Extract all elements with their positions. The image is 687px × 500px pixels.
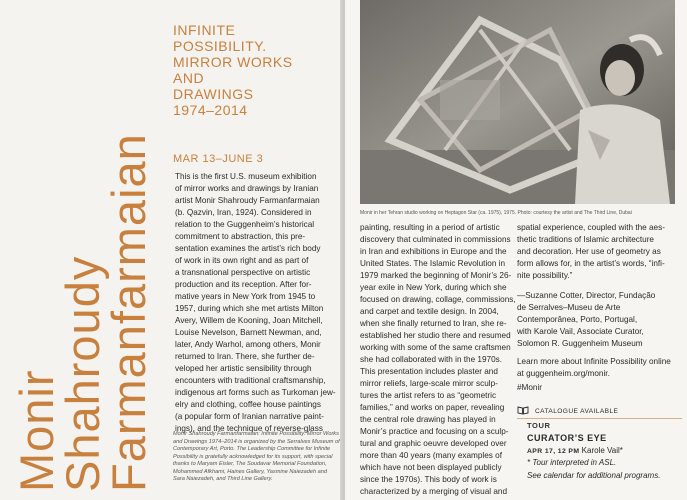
middle-body-text xyxy=(345,222,516,498)
left-body-line: indigenous art forms such as Turkoman jew- xyxy=(175,388,336,397)
tour-block xyxy=(527,421,682,481)
middle-body-line: since the 1970s). This body of work is xyxy=(360,475,497,484)
left-body-line: commitment to abstraction, this pre- xyxy=(175,232,306,241)
credits-line: and Drawings 1974–2014 is organized by the Serralves Museum of xyxy=(173,438,340,445)
credits-line: thanks to Maryam Eisler, The Soudavar Memorial Foundation, xyxy=(173,461,327,467)
middle-body-line: more than 40 years (many examples of xyxy=(360,451,502,460)
left-body-line: This is the first U.S. museum exhibition xyxy=(175,172,317,181)
artist-studio-photo xyxy=(360,0,675,204)
middle-body-line: tural and graphic oeuvre developed over xyxy=(360,439,507,448)
curator-credit xyxy=(517,290,682,350)
middle-body-line: painting, resulting in a period of artistic xyxy=(360,223,500,232)
title-line-1: INFINITE xyxy=(173,22,236,38)
middle-body-line: which have not been displayed publicly xyxy=(360,463,502,472)
middle-body-line: in Iran and exhibitions in Europe and the xyxy=(360,247,507,256)
credits-line: Monir Shahroudy Farmanfarmaian: Infinite Possibility. Mirror Works xyxy=(173,431,339,437)
title-line-5: DRAWINGS xyxy=(173,86,254,102)
tour-date: APR 17, 12 PM xyxy=(527,448,580,455)
left-body-line: (b. Qazvin, Iran, 1924). Considered in xyxy=(175,208,312,217)
left-body-line: of mirror works and drawings by Iranian xyxy=(175,184,319,193)
left-body-line: veloped her artistic sensibility through xyxy=(175,364,312,373)
left-body-line: of work in its own right and as part of xyxy=(175,256,309,265)
left-body-line: returned to Iran. There, she further de- xyxy=(175,352,315,361)
credits-line: Possibility is gratefully acknowledged for its support, with special xyxy=(173,453,333,460)
middle-body-line: families,” and works on paper, revealing xyxy=(360,403,505,412)
middle-body-line: tures the artist refers to as “geometric xyxy=(360,391,497,400)
tour-guide: Karole Vail* xyxy=(581,446,623,455)
artist-name-line-1: Monir xyxy=(10,369,63,492)
middle-body-line: discovery that culminated in commissions xyxy=(360,235,511,244)
left-body-line: relation to the Guggenheim’s historical xyxy=(175,220,315,229)
middle-body-line: 1979 marked the beginning of Monir’s 26- xyxy=(360,271,512,280)
credits-line: Sara Naiezadeh, and Third Line Gallery. xyxy=(173,476,273,482)
left-body-line: ings), and the technique of reverse-glass xyxy=(175,424,323,433)
left-page xyxy=(0,0,343,500)
right-body-line: spatial experience, coupled with the aes- xyxy=(517,223,665,232)
title-dates: 1974–2014 xyxy=(173,102,248,118)
left-body-line: (a popular form of Iranian narrative paint- xyxy=(175,412,324,421)
hashtag: #Monir xyxy=(517,383,543,392)
catalogue-label: CATALOGUE AVAILABLE xyxy=(535,407,619,415)
curator-line: de Serralves–Museu de Arte xyxy=(517,303,621,312)
title-line-3: MIRROR WORKS xyxy=(173,54,293,70)
exhibition-run-dates: MAR 13–JUNE 3 xyxy=(173,153,264,165)
exhibition-title xyxy=(173,22,338,118)
left-body-line: production and its reception. After for- xyxy=(175,280,312,289)
middle-body-line: Monir’s practice and focusing on a sculp- xyxy=(360,427,509,436)
right-body-line: nite possibility.” xyxy=(517,271,573,280)
left-body-line: elry and clothing, coffee house paintings xyxy=(175,400,321,409)
left-body-line: 1957, during which she met artists Milton xyxy=(175,304,324,313)
title-line-2: POSSIBILITY. xyxy=(173,38,267,54)
tour-date-guide xyxy=(527,446,682,455)
studio-photo-image xyxy=(360,0,675,204)
left-body-line: later, Andy Warhol, among others, Monir xyxy=(175,340,321,349)
middle-body-line: working with some of the same craftsmen xyxy=(360,343,511,352)
middle-body-line: year exile in New York, during which she xyxy=(360,283,507,292)
middle-body-line: mirror reliefs, large-scale mirror sculp- xyxy=(360,379,498,388)
right-body-line: and decoration. Her use of geometry as xyxy=(517,247,661,256)
right-body-line: thetic traditions of Islamic architecture xyxy=(517,235,654,244)
divider xyxy=(517,418,682,419)
middle-body-line: when she finally returned to Iran, she re- xyxy=(360,319,507,328)
left-body-line: a transnational perspective on artistic xyxy=(175,268,311,277)
middle-body-line: characterized by a merging of visual and xyxy=(360,487,507,496)
tour-note-line-2: See calendar for additional programs. xyxy=(527,471,661,480)
left-body-line: sentation examines the artist’s rich body xyxy=(175,244,321,253)
left-body-line: Avery, Willem de Kooning, Joan Mitchell, xyxy=(175,316,323,325)
middle-body-line: focused on drawing, collage, commissions, xyxy=(360,295,516,304)
tour-name: CURATOR’S EYE xyxy=(527,433,607,443)
middle-body-line: the central role drawing has played in xyxy=(360,415,496,424)
artist-name-vertical xyxy=(10,22,156,492)
left-body-line: Louise Nevelson, Barnett Newman, and, xyxy=(175,328,322,337)
left-body-line: mative years in New York from 1945 to xyxy=(175,292,316,301)
middle-body-line: she had collaborated with in the 1970s. xyxy=(360,355,503,364)
right-body-text xyxy=(517,222,682,282)
middle-body-line: This presentation includes plaster and xyxy=(360,367,498,376)
artist-name-line-3: Farmanfarmaian xyxy=(102,133,156,492)
middle-body-line: United States. The Islamic Revolution in xyxy=(360,259,506,268)
exhibition-credits xyxy=(173,431,340,484)
curator-line: Solomon R. Guggenheim Museum xyxy=(517,339,643,348)
left-body-line: artist Monir Shahroudy Farmanfarmaian xyxy=(175,196,320,205)
learn-more-line: at guggenheim.org/monir. xyxy=(517,369,610,378)
credits-line: Mohammed Afkhami, Haines Gallery, Yasmine Naiezadeh and xyxy=(173,468,328,475)
curator-line: Contemporânea, Porto, Portugal, xyxy=(517,315,638,324)
title-line-4: AND xyxy=(173,70,205,86)
learn-more-text xyxy=(517,356,682,380)
artist-name-line-2: Shahroudy xyxy=(56,255,110,492)
curator-line: with Karole Vail, Associate Curator, xyxy=(517,327,644,336)
credits-line: Contemporary Art, Porto. The Leadership Committee for Infinite xyxy=(173,446,331,452)
tour-tag: TOUR xyxy=(527,421,551,430)
middle-body-line: and carpet and textile design. In 2004, xyxy=(360,307,499,316)
right-page xyxy=(345,0,687,500)
left-body-line: encounters with traditional craftsmanship, xyxy=(175,376,326,385)
learn-more-line: Learn more about Infinite Possibility online xyxy=(517,357,671,366)
middle-body-line: established her studio there and resumed xyxy=(360,331,511,340)
tour-note-line-1: * Tour interpreted in ASL. xyxy=(527,458,617,467)
curator-line: —Suzanne Cotter, Director, Fundação xyxy=(517,291,656,300)
right-body-line: form allows for, in the artist’s words, “infi- xyxy=(517,259,665,268)
left-body-text xyxy=(175,171,335,435)
photo-caption: Monir in her Tehran studio working on Heptagon Star (ca. 1975), 1975. Photo: courtesy the artist and The Third Line, Dubai xyxy=(360,210,632,216)
